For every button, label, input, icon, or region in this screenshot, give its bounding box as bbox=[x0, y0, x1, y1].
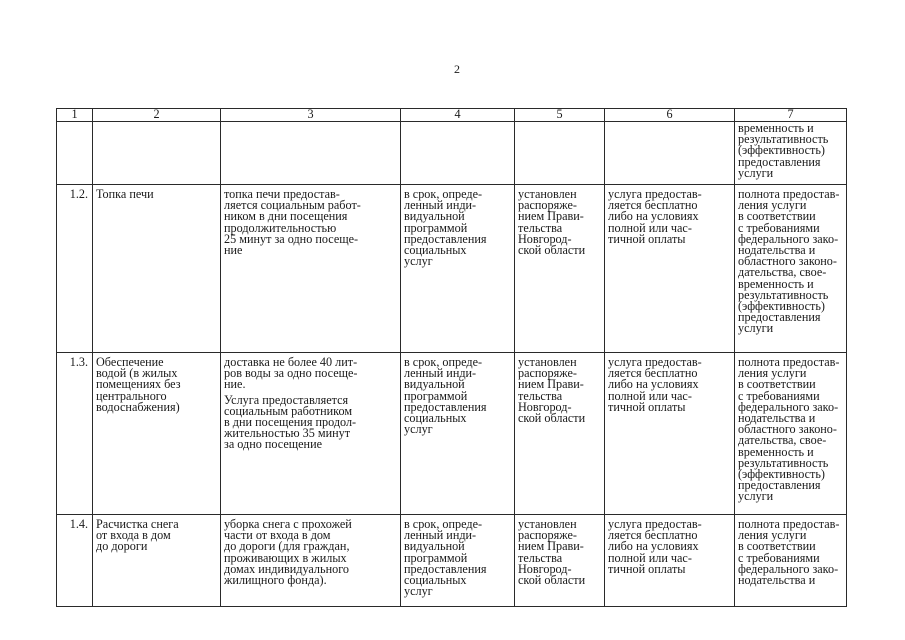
cell-text-line: ской области bbox=[518, 411, 586, 426]
cell-term bbox=[401, 185, 515, 353]
cell-term bbox=[401, 353, 515, 515]
cell-text-line: до дороги bbox=[96, 539, 148, 554]
services-table bbox=[56, 108, 847, 607]
cell-text-line: полнота предостав- bbox=[738, 187, 840, 201]
cell-text-line: услуга предостав- bbox=[608, 517, 702, 531]
cell-text-line: распоряже- bbox=[518, 198, 577, 213]
cell-text-line: услуги bbox=[738, 165, 774, 180]
cell-text-line: в дни посещения продол- bbox=[224, 415, 357, 430]
cell-service-name bbox=[93, 353, 221, 515]
cell-text-line: тичной оплаты bbox=[608, 399, 686, 414]
cell-text-line: проживающих в жилых bbox=[224, 550, 347, 565]
cell-text-line: ляется бесплатно bbox=[608, 198, 698, 213]
cell-text-line: жительностью 35 минут bbox=[224, 426, 351, 441]
cell-description bbox=[221, 353, 401, 515]
cell-text-line: полной или час- bbox=[608, 388, 692, 403]
cell-text-line: нием Прави- bbox=[518, 209, 584, 224]
cell-text-line: установлен bbox=[518, 517, 577, 531]
cell-row-number: 1.3. bbox=[57, 353, 93, 515]
cell-text-line: нодательства и bbox=[738, 243, 816, 258]
cell-text-line: предоставления bbox=[738, 478, 821, 493]
header-col-5: 5 bbox=[515, 109, 605, 122]
cell-text-line: областного законо- bbox=[738, 254, 837, 269]
cell-text-line: ляется бесплатно bbox=[608, 528, 698, 543]
cell-text-line: временность и bbox=[738, 121, 814, 135]
cell-text-line: полнота предостав- bbox=[738, 517, 840, 531]
header-col-4: 4 bbox=[401, 109, 515, 122]
cell-text-line: Новгород- bbox=[518, 399, 572, 414]
cell-text-line: полной или час- bbox=[608, 550, 692, 565]
cell-text-line: предоставления bbox=[404, 399, 487, 414]
cell-text-line: (эффективность) bbox=[738, 299, 825, 314]
cell-text-line: результативность bbox=[738, 455, 829, 470]
table-row bbox=[57, 185, 847, 353]
cell-text-line: от входа в дом bbox=[96, 528, 171, 543]
table-row bbox=[57, 515, 847, 607]
cell-text-line: ленный инди- bbox=[404, 366, 477, 381]
cell-text-line: услуга предостав- bbox=[608, 187, 702, 201]
cell-text-line: тельства bbox=[518, 388, 563, 403]
cell-text-line: видуальной bbox=[404, 539, 465, 554]
cell-cost bbox=[515, 353, 605, 515]
cell-text-line: либо на условиях bbox=[608, 539, 699, 554]
cell-text-line: ления услуги bbox=[738, 198, 807, 213]
cell-text-line: с требованиями bbox=[738, 220, 820, 235]
header-col-6: 6 bbox=[605, 109, 735, 122]
cell-text-line: в срок, опреде- bbox=[404, 517, 483, 531]
cell-conditions bbox=[605, 515, 735, 607]
cell-cost bbox=[515, 515, 605, 607]
cell-text-line: установлен bbox=[518, 187, 577, 201]
cell-text-line: (эффективность) bbox=[738, 467, 825, 482]
cell-text-line: программой bbox=[404, 550, 468, 565]
header-col-1: 1 bbox=[57, 109, 93, 122]
cell-text-line: ляется бесплатно bbox=[608, 366, 698, 381]
cell-text-line: социальных bbox=[404, 573, 467, 588]
cell-text-line: Услуга предоставляется bbox=[224, 392, 349, 407]
cell-text-line: федерального зако- bbox=[738, 231, 839, 246]
cell-text-line: социальных bbox=[404, 243, 467, 258]
cell-text-line: в срок, опреде- bbox=[404, 355, 483, 369]
cell-row-number: 1.4. bbox=[57, 515, 93, 607]
cell-empty bbox=[515, 122, 605, 185]
cell-text-line: помещениях без bbox=[96, 377, 181, 392]
cell-text-line: нодательства и bbox=[738, 573, 816, 588]
header-row bbox=[57, 109, 847, 122]
cell-criteria bbox=[735, 122, 847, 185]
cell-text-line: видуальной bbox=[404, 209, 465, 224]
cell-text-line: результативность bbox=[738, 132, 829, 147]
cell-description bbox=[221, 515, 401, 607]
cell-cost bbox=[515, 185, 605, 353]
cell-criteria bbox=[735, 353, 847, 515]
cell-text-line: ленный инди- bbox=[404, 198, 477, 213]
cell-text-line: продолжительностью bbox=[224, 220, 337, 235]
cell-text-line: областного законо- bbox=[738, 422, 837, 437]
cell-criteria bbox=[735, 185, 847, 353]
cell-text-line: Новгород- bbox=[518, 561, 572, 576]
cell-text-line: в срок, опреде- bbox=[404, 187, 483, 201]
cell-text-line: распоряже- bbox=[518, 366, 577, 381]
cell-text-line: услуга предостав- bbox=[608, 355, 702, 369]
cell-text-line: ской области bbox=[518, 573, 586, 588]
cell-text-line: Топка печи bbox=[96, 187, 154, 201]
cell-text-line: социальных bbox=[404, 411, 467, 426]
cell-text-line: уборка снега с прохожей bbox=[224, 517, 352, 531]
cell-text-line: временность и bbox=[738, 444, 814, 459]
cell-text-line: домах индивидуального bbox=[224, 561, 349, 576]
cell-text-line: ляется социальным работ- bbox=[224, 198, 361, 213]
cell-empty bbox=[401, 122, 515, 185]
cell-text-line: за одно посещение bbox=[224, 437, 323, 452]
cell-text-line: результативность bbox=[738, 287, 829, 302]
cell-text-line: федерального зако- bbox=[738, 399, 839, 414]
cell-text-line: ние. bbox=[224, 377, 246, 392]
cell-text-line: предоставления bbox=[404, 561, 487, 576]
cell-text-line: ленный инди- bbox=[404, 528, 477, 543]
cell-text-line: нием Прави- bbox=[518, 377, 584, 392]
cell-text-line: временность и bbox=[738, 276, 814, 291]
cell-text-line: в соответствии bbox=[738, 377, 816, 392]
cell-text-line: дательства, свое- bbox=[738, 433, 827, 448]
cell-text-line: ние bbox=[224, 243, 243, 258]
table-row bbox=[57, 353, 847, 515]
cell-row-number: 1.2. bbox=[57, 185, 93, 353]
continuation-row bbox=[57, 122, 847, 185]
cell-text-line: социальным работником bbox=[224, 403, 353, 418]
cell-text-line: услуг bbox=[404, 422, 433, 437]
cell-text-line: видуальной bbox=[404, 377, 465, 392]
cell-text-line: в соответствии bbox=[738, 539, 816, 554]
cell-text-line: доставка не более 40 лит- bbox=[224, 355, 358, 369]
cell-text-line: тельства bbox=[518, 220, 563, 235]
cell-text-line: предоставления bbox=[738, 310, 821, 325]
cell-text-line: водой (в жилых bbox=[96, 366, 178, 381]
cell-text-line: полной или час- bbox=[608, 220, 692, 235]
header-col-3: 3 bbox=[221, 109, 401, 122]
cell-text-line: услуги bbox=[738, 321, 774, 336]
cell-conditions bbox=[605, 353, 735, 515]
cell-text-line: до дороги (для граждан, bbox=[224, 539, 350, 554]
description-part-2 bbox=[224, 392, 397, 452]
cell-text-line: Новгород- bbox=[518, 231, 572, 246]
cell-text-line: ления услуги bbox=[738, 528, 807, 543]
cell-text-line: ления услуги bbox=[738, 366, 807, 381]
cell-text-line: программой bbox=[404, 388, 468, 403]
cell-text-line: предоставления bbox=[404, 231, 487, 246]
cell-text-line: топка печи предостав- bbox=[224, 187, 340, 201]
cell-text-line: федерального зако- bbox=[738, 561, 839, 576]
cell-text-line: Расчистка снега bbox=[96, 517, 179, 531]
description-part-1 bbox=[224, 357, 397, 391]
cell-text-line: нодательства и bbox=[738, 411, 816, 426]
cell-empty bbox=[57, 122, 93, 185]
cell-text-line: либо на условиях bbox=[608, 377, 699, 392]
cell-text-line: программой bbox=[404, 220, 468, 235]
cell-conditions bbox=[605, 185, 735, 353]
cell-empty bbox=[605, 122, 735, 185]
cell-text-line: тичной оплаты bbox=[608, 231, 686, 246]
cell-text-line: распоряже- bbox=[518, 528, 577, 543]
cell-criteria bbox=[735, 515, 847, 607]
cell-text-line: предоставления bbox=[738, 154, 821, 169]
cell-text-line: полнота предостав- bbox=[738, 355, 840, 369]
cell-text-line: части от входа в дом bbox=[224, 528, 331, 543]
cell-text-line: Обеспечение bbox=[96, 355, 164, 369]
page-number: 2 bbox=[454, 62, 460, 76]
cell-text-line: тичной оплаты bbox=[608, 561, 686, 576]
cell-text-line: услуг bbox=[404, 254, 433, 269]
cell-text-line: (эффективность) bbox=[738, 143, 825, 158]
cell-text-line: центрального bbox=[96, 388, 167, 403]
cell-text-line: жилищного фонда). bbox=[224, 573, 327, 588]
cell-text-line: установлен bbox=[518, 355, 577, 369]
cell-empty bbox=[93, 122, 221, 185]
cell-text-line: тельства bbox=[518, 550, 563, 565]
cell-text-line: с требованиями bbox=[738, 550, 820, 565]
cell-text-line: ником в дни посещения bbox=[224, 209, 348, 224]
cell-text-line: ской области bbox=[518, 243, 586, 258]
header-col-2: 2 bbox=[93, 109, 221, 122]
cell-service-name bbox=[93, 185, 221, 353]
cell-text-line: дательства, свое- bbox=[738, 265, 827, 280]
cell-term bbox=[401, 515, 515, 607]
cell-text-line: в соответствии bbox=[738, 209, 816, 224]
cell-empty bbox=[221, 122, 401, 185]
cell-text-line: 25 минут за одно посеще- bbox=[224, 231, 359, 246]
cell-description bbox=[221, 185, 401, 353]
header-col-7: 7 bbox=[735, 109, 847, 122]
cell-text-line: услуг bbox=[404, 584, 433, 599]
cell-service-name bbox=[93, 515, 221, 607]
cell-text-line: услуги bbox=[738, 489, 774, 504]
cell-text-line: с требованиями bbox=[738, 388, 820, 403]
cell-text-line: либо на условиях bbox=[608, 209, 699, 224]
cell-text-line: нием Прави- bbox=[518, 539, 584, 554]
cell-text-line: ров воды за одно посеще- bbox=[224, 366, 358, 381]
cell-text-line: водоснабжения) bbox=[96, 399, 180, 414]
